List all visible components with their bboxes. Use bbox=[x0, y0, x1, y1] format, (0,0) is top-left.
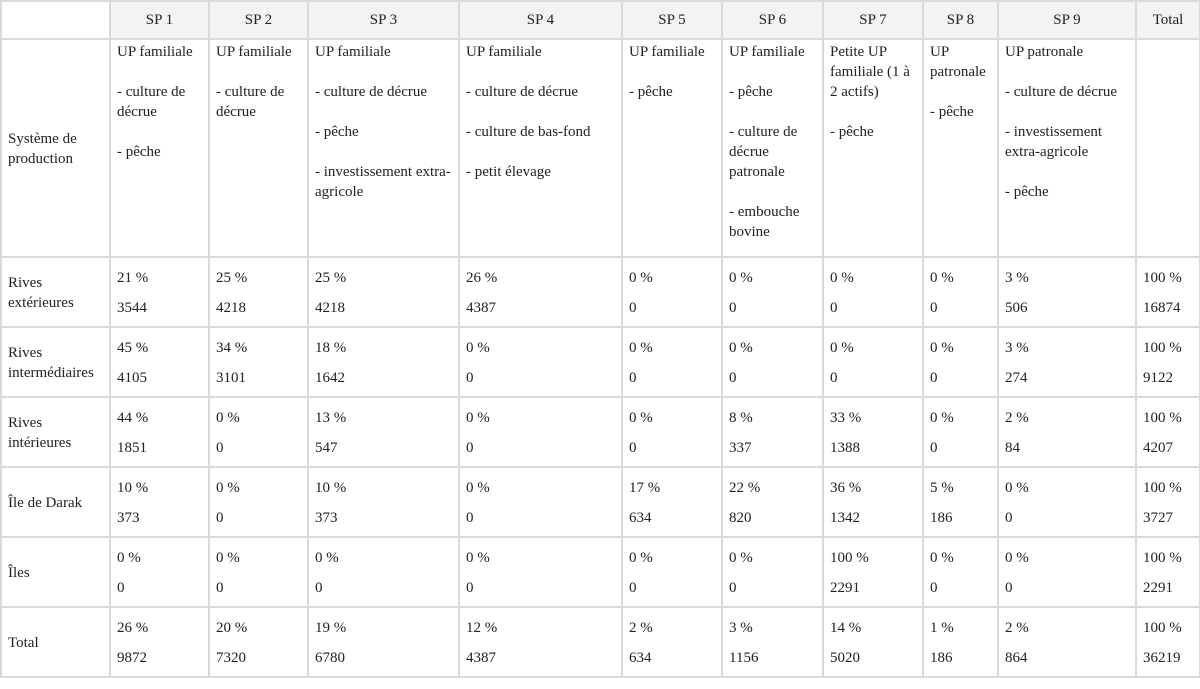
count-value: 0 bbox=[466, 370, 474, 386]
percent-value: 2 % bbox=[629, 620, 653, 636]
system-cell bbox=[722, 39, 823, 257]
system-line bbox=[466, 102, 618, 122]
system-line: UP patronale bbox=[1005, 44, 1084, 60]
system-line: - pêche bbox=[117, 144, 161, 160]
system-line bbox=[729, 102, 819, 122]
data-cell bbox=[209, 397, 308, 467]
count-value: 0 bbox=[930, 370, 938, 386]
percent-value: 20 % bbox=[216, 620, 248, 636]
percent-value: 0 % bbox=[1005, 550, 1029, 566]
system-cell bbox=[998, 39, 1136, 257]
percent-value: 0 % bbox=[1005, 480, 1029, 496]
count-value: 0 bbox=[830, 300, 838, 316]
percent-value: 0 % bbox=[930, 550, 954, 566]
percent-value: 8 % bbox=[729, 410, 753, 426]
system-line bbox=[117, 122, 205, 142]
percent-value: 10 % bbox=[315, 480, 347, 496]
percent-value: 100 % bbox=[1143, 550, 1182, 566]
count-value: 0 bbox=[629, 580, 637, 596]
data-cell bbox=[459, 327, 622, 397]
system-line bbox=[315, 102, 455, 122]
percent-value: 12 % bbox=[466, 620, 498, 636]
percent-value: 0 % bbox=[216, 480, 240, 496]
system-line bbox=[1005, 102, 1132, 122]
count-value: 0 bbox=[930, 440, 938, 456]
count-value: 3544 bbox=[117, 300, 147, 316]
count-value: 0 bbox=[729, 300, 737, 316]
count-value: 4387 bbox=[466, 650, 496, 666]
system-line: - embouche bovine bbox=[729, 204, 800, 240]
column-header-sp8: SP 8 bbox=[923, 1, 998, 39]
count-value: 506 bbox=[1005, 300, 1028, 316]
count-value: 16874 bbox=[1143, 300, 1181, 316]
system-cell bbox=[823, 39, 923, 257]
data-cell bbox=[110, 327, 209, 397]
data-cell bbox=[459, 607, 622, 677]
data-cell bbox=[622, 537, 722, 607]
percent-value: 100 % bbox=[1143, 340, 1182, 356]
data-cell bbox=[459, 537, 622, 607]
percent-value: 14 % bbox=[830, 620, 862, 636]
count-value: 1851 bbox=[117, 440, 147, 456]
percent-value: 2 % bbox=[1005, 410, 1029, 426]
system-line bbox=[1005, 62, 1132, 82]
count-value: 84 bbox=[1005, 440, 1020, 456]
percent-value: 0 % bbox=[930, 270, 954, 286]
percent-value: 100 % bbox=[1143, 410, 1182, 426]
count-value: 0 bbox=[117, 580, 125, 596]
data-cell bbox=[998, 327, 1136, 397]
percent-value: 1 % bbox=[930, 620, 954, 636]
system-row bbox=[1, 39, 1200, 257]
count-value: 3101 bbox=[216, 370, 246, 386]
percent-value: 3 % bbox=[729, 620, 753, 636]
data-cell bbox=[110, 257, 209, 327]
column-header-sp4: SP 4 bbox=[459, 1, 622, 39]
corner-header bbox=[1, 1, 110, 39]
table-row bbox=[1, 397, 1200, 467]
count-value: 4218 bbox=[315, 300, 345, 316]
count-value: 4105 bbox=[117, 370, 147, 386]
count-value: 0 bbox=[315, 580, 323, 596]
percent-value: 21 % bbox=[117, 270, 149, 286]
data-cell bbox=[923, 467, 998, 537]
percent-value: 0 % bbox=[315, 550, 339, 566]
data-cell bbox=[209, 467, 308, 537]
data-cell bbox=[110, 397, 209, 467]
percent-value: 0 % bbox=[216, 410, 240, 426]
system-cell bbox=[622, 39, 722, 257]
count-value: 0 bbox=[729, 370, 737, 386]
system-line bbox=[466, 142, 618, 162]
percent-value: 45 % bbox=[117, 340, 149, 356]
count-value: 2291 bbox=[1143, 580, 1173, 596]
data-cell bbox=[459, 397, 622, 467]
system-line: - culture de décrue bbox=[117, 84, 186, 120]
system-cell bbox=[110, 39, 209, 257]
count-value: 274 bbox=[1005, 370, 1028, 386]
count-value: 1388 bbox=[830, 440, 860, 456]
count-value: 0 bbox=[830, 370, 838, 386]
percent-value: 0 % bbox=[117, 550, 141, 566]
count-value: 547 bbox=[315, 440, 338, 456]
data-cell bbox=[622, 257, 722, 327]
count-value: 0 bbox=[216, 510, 224, 526]
data-cell bbox=[622, 397, 722, 467]
data-cell bbox=[1136, 397, 1200, 467]
system-line: Petite UP familiale (1 à 2 actifs) bbox=[830, 44, 910, 100]
count-value: 6780 bbox=[315, 650, 345, 666]
system-line bbox=[216, 62, 304, 82]
data-cell bbox=[923, 397, 998, 467]
percent-value: 25 % bbox=[315, 270, 347, 286]
data-cell bbox=[722, 327, 823, 397]
percent-value: 0 % bbox=[830, 270, 854, 286]
system-line: - pêche bbox=[315, 124, 359, 140]
percent-value: 3 % bbox=[1005, 270, 1029, 286]
count-value: 0 bbox=[629, 300, 637, 316]
system-line: UP familiale bbox=[216, 44, 292, 60]
count-value: 820 bbox=[729, 510, 752, 526]
row-header: Île de Darak bbox=[1, 467, 110, 537]
column-header-sp6: SP 6 bbox=[722, 1, 823, 39]
data-cell bbox=[823, 327, 923, 397]
system-line bbox=[729, 62, 819, 82]
count-value: 373 bbox=[315, 510, 338, 526]
system-cell bbox=[459, 39, 622, 257]
percent-value: 0 % bbox=[466, 410, 490, 426]
data-cell bbox=[459, 467, 622, 537]
system-line: - pêche bbox=[729, 84, 773, 100]
column-header-sp7: SP 7 bbox=[823, 1, 923, 39]
count-value: 0 bbox=[466, 580, 474, 596]
percent-value: 0 % bbox=[629, 410, 653, 426]
count-value: 9122 bbox=[1143, 370, 1173, 386]
percent-value: 18 % bbox=[315, 340, 347, 356]
count-value: 0 bbox=[1005, 510, 1013, 526]
system-line: UP familiale bbox=[117, 44, 193, 60]
percent-value: 44 % bbox=[117, 410, 149, 426]
data-cell bbox=[1136, 537, 1200, 607]
percent-value: 19 % bbox=[315, 620, 347, 636]
system-line: - pêche bbox=[830, 124, 874, 140]
count-value: 1642 bbox=[315, 370, 345, 386]
data-cell bbox=[722, 467, 823, 537]
table-row bbox=[1, 257, 1200, 327]
data-cell bbox=[110, 537, 209, 607]
table-row bbox=[1, 327, 1200, 397]
count-value: 1342 bbox=[830, 510, 860, 526]
count-value: 0 bbox=[930, 300, 938, 316]
system-line: UP familiale bbox=[629, 44, 705, 60]
system-line: - pêche bbox=[629, 84, 673, 100]
data-cell bbox=[308, 397, 459, 467]
system-line bbox=[629, 62, 718, 82]
count-value: 0 bbox=[629, 440, 637, 456]
data-cell bbox=[622, 327, 722, 397]
count-value: 4218 bbox=[216, 300, 246, 316]
system-line bbox=[930, 82, 994, 102]
percent-value: 22 % bbox=[729, 480, 761, 496]
system-line bbox=[466, 62, 618, 82]
system-line: - culture de décrue bbox=[466, 84, 579, 100]
count-value: 36219 bbox=[1143, 650, 1181, 666]
data-cell bbox=[1136, 257, 1200, 327]
percent-value: 26 % bbox=[117, 620, 149, 636]
count-value: 2291 bbox=[830, 580, 860, 596]
percent-value: 0 % bbox=[830, 340, 854, 356]
table-row bbox=[1, 607, 1200, 677]
system-line bbox=[830, 102, 919, 122]
percent-value: 13 % bbox=[315, 410, 347, 426]
count-value: 186 bbox=[930, 510, 953, 526]
percent-value: 10 % bbox=[117, 480, 149, 496]
system-line: - pêche bbox=[1005, 184, 1049, 200]
system-cell bbox=[308, 39, 459, 257]
percent-value: 2 % bbox=[1005, 620, 1029, 636]
system-cell bbox=[923, 39, 998, 257]
system-line: - culture de bas-fond bbox=[466, 124, 591, 140]
data-cell bbox=[622, 467, 722, 537]
percent-value: 0 % bbox=[466, 340, 490, 356]
row-header: Rives intérieures bbox=[1, 397, 110, 467]
data-cell bbox=[209, 327, 308, 397]
count-value: 7320 bbox=[216, 650, 246, 666]
percent-value: 100 % bbox=[1143, 480, 1182, 496]
count-value: 0 bbox=[466, 440, 474, 456]
percent-value: 3 % bbox=[1005, 340, 1029, 356]
count-value: 0 bbox=[216, 580, 224, 596]
percent-value: 36 % bbox=[830, 480, 862, 496]
percent-value: 33 % bbox=[830, 410, 862, 426]
data-cell bbox=[209, 537, 308, 607]
data-cell bbox=[1136, 607, 1200, 677]
percent-value: 25 % bbox=[216, 270, 248, 286]
data-cell bbox=[722, 607, 823, 677]
percent-value: 34 % bbox=[216, 340, 248, 356]
data-cell bbox=[923, 327, 998, 397]
data-cell bbox=[823, 397, 923, 467]
system-line bbox=[729, 182, 819, 202]
data-cell bbox=[722, 397, 823, 467]
percent-value: 0 % bbox=[629, 550, 653, 566]
count-value: 4387 bbox=[466, 300, 496, 316]
data-cell bbox=[823, 537, 923, 607]
count-value: 5020 bbox=[830, 650, 860, 666]
percent-value: 17 % bbox=[629, 480, 661, 496]
percent-value: 0 % bbox=[216, 550, 240, 566]
percent-value: 0 % bbox=[629, 270, 653, 286]
count-value: 1156 bbox=[729, 650, 759, 666]
count-value: 0 bbox=[729, 580, 737, 596]
count-value: 0 bbox=[629, 370, 637, 386]
data-cell bbox=[1136, 327, 1200, 397]
percent-value: 0 % bbox=[729, 270, 753, 286]
count-value: 634 bbox=[629, 650, 652, 666]
count-value: 634 bbox=[629, 510, 652, 526]
count-value: 4207 bbox=[1143, 440, 1173, 456]
data-cell bbox=[622, 607, 722, 677]
header-row bbox=[1, 1, 1200, 39]
percent-value: 0 % bbox=[466, 480, 490, 496]
data-cell bbox=[1136, 467, 1200, 537]
system-line bbox=[315, 142, 455, 162]
data-cell bbox=[823, 467, 923, 537]
column-header-sp5: SP 5 bbox=[622, 1, 722, 39]
data-rows bbox=[1, 257, 1200, 677]
count-value: 0 bbox=[466, 510, 474, 526]
percent-value: 100 % bbox=[1143, 620, 1182, 636]
data-cell bbox=[923, 537, 998, 607]
system-cell bbox=[1136, 39, 1200, 257]
data-cell bbox=[923, 607, 998, 677]
data-cell bbox=[308, 467, 459, 537]
system-line: - culture de décrue bbox=[1005, 84, 1118, 100]
data-cell bbox=[823, 607, 923, 677]
data-cell bbox=[823, 257, 923, 327]
table-row bbox=[1, 537, 1200, 607]
column-header-total: Total bbox=[1136, 1, 1200, 39]
row-header: Rives intermédiaires bbox=[1, 327, 110, 397]
percent-value: 0 % bbox=[930, 340, 954, 356]
system-line: UP familiale bbox=[466, 44, 542, 60]
system-line: - petit élevage bbox=[466, 164, 551, 180]
count-value: 0 bbox=[930, 580, 938, 596]
data-cell bbox=[722, 257, 823, 327]
percent-value: 100 % bbox=[830, 550, 869, 566]
data-cell bbox=[308, 537, 459, 607]
column-header-sp1: SP 1 bbox=[110, 1, 209, 39]
data-cell bbox=[998, 467, 1136, 537]
data-cell bbox=[110, 607, 209, 677]
data-cell bbox=[998, 257, 1136, 327]
system-line: UP familiale bbox=[315, 44, 391, 60]
data-cell bbox=[209, 257, 308, 327]
system-line: UP familiale bbox=[729, 44, 805, 60]
system-line bbox=[315, 62, 455, 82]
column-header-sp9: SP 9 bbox=[998, 1, 1136, 39]
percent-value: 0 % bbox=[629, 340, 653, 356]
count-value: 373 bbox=[117, 510, 140, 526]
data-cell bbox=[923, 257, 998, 327]
count-value: 0 bbox=[216, 440, 224, 456]
count-value: 9872 bbox=[117, 650, 147, 666]
data-cell bbox=[998, 607, 1136, 677]
row-header-system: Système de production bbox=[1, 39, 110, 257]
row-header: Rives extérieures bbox=[1, 257, 110, 327]
system-line: - culture de décrue bbox=[315, 84, 428, 100]
data-cell bbox=[998, 397, 1136, 467]
system-line: - culture de décrue patronale bbox=[729, 124, 798, 180]
data-cell bbox=[998, 537, 1136, 607]
system-line bbox=[117, 62, 205, 82]
data-cell bbox=[308, 257, 459, 327]
percent-value: 0 % bbox=[729, 550, 753, 566]
system-line: - pêche bbox=[930, 104, 974, 120]
percent-value: 0 % bbox=[930, 410, 954, 426]
percent-value: 0 % bbox=[466, 550, 490, 566]
data-cell bbox=[209, 607, 308, 677]
percent-value: 0 % bbox=[729, 340, 753, 356]
column-header-sp3: SP 3 bbox=[308, 1, 459, 39]
data-cell bbox=[722, 537, 823, 607]
count-value: 337 bbox=[729, 440, 752, 456]
count-value: 3727 bbox=[1143, 510, 1173, 526]
table-row bbox=[1, 467, 1200, 537]
system-line: - culture de décrue bbox=[216, 84, 285, 120]
system-cell bbox=[209, 39, 308, 257]
row-header: Total bbox=[1, 607, 110, 677]
count-value: 0 bbox=[1005, 580, 1013, 596]
count-value: 186 bbox=[930, 650, 953, 666]
count-value: 864 bbox=[1005, 650, 1028, 666]
system-line: - investissement extra-agricole bbox=[1005, 124, 1103, 160]
column-header-sp2: SP 2 bbox=[209, 1, 308, 39]
system-line: UP patronale bbox=[930, 44, 986, 80]
data-cell bbox=[459, 257, 622, 327]
data-cell bbox=[308, 607, 459, 677]
percent-value: 26 % bbox=[466, 270, 498, 286]
percent-value: 100 % bbox=[1143, 270, 1182, 286]
system-line bbox=[1005, 162, 1132, 182]
system-line: - investissement extra-agricole bbox=[315, 164, 451, 200]
data-cell bbox=[308, 327, 459, 397]
row-header: Îles bbox=[1, 537, 110, 607]
data-cell bbox=[110, 467, 209, 537]
percent-value: 5 % bbox=[930, 480, 954, 496]
